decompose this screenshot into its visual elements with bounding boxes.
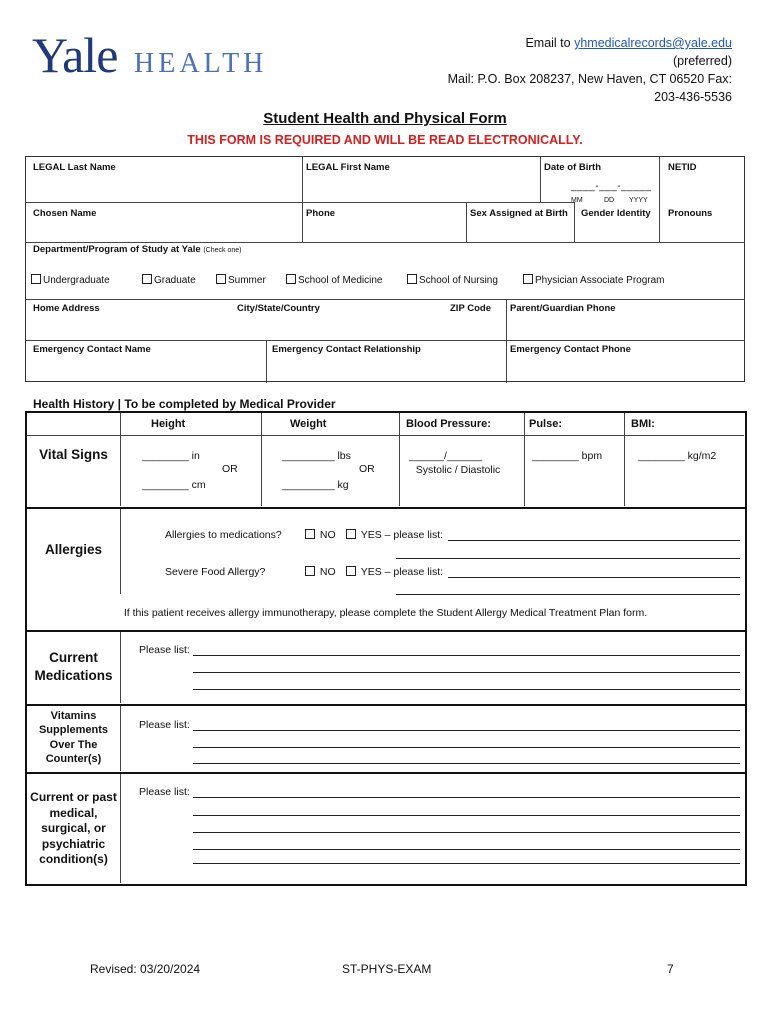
checkbox-icon	[346, 566, 356, 576]
height-inches-input[interactable]: ________ in	[142, 450, 200, 462]
yale-logo-wordmark: Yale	[32, 27, 118, 83]
food-allergy-line-2[interactable]	[396, 594, 740, 595]
medications-label: Current Medications	[34, 650, 113, 683]
city-label: City/State/Country	[237, 303, 320, 314]
checkbox-icon	[286, 274, 296, 284]
dob-dd: DD	[604, 197, 615, 204]
food-allergy-line-1[interactable]	[448, 577, 740, 578]
conditions-please-list: Please list:	[139, 786, 190, 798]
checkbox-icon	[142, 274, 152, 284]
vitamins-section	[25, 706, 747, 774]
legal-last-name-label: LEGAL Last Name	[33, 162, 116, 173]
checkbox-icon	[346, 529, 356, 539]
guardian-phone-label: Parent/Guardian Phone	[510, 303, 616, 314]
checkbox-icon	[31, 274, 41, 284]
revised-date: Revised: 03/20/2024	[90, 962, 201, 976]
checkbox-icon	[305, 529, 315, 539]
vital-signs-label: Vital Signs	[39, 447, 108, 462]
conditions-line-5[interactable]	[193, 863, 740, 864]
email-prefix: Email to	[525, 36, 575, 50]
netid-field[interactable]	[660, 157, 745, 202]
form-title: Student Health and Physical Form	[263, 110, 507, 127]
program-graduate[interactable]: Graduate	[142, 274, 196, 286]
program-nursing[interactable]: School of Nursing	[407, 274, 498, 286]
health-logo-wordmark: HEALTH	[134, 48, 268, 79]
weight-or: OR	[359, 463, 375, 475]
department-label	[33, 245, 241, 255]
email-link[interactable]: yhmedicalrecords@yale.edu	[574, 36, 732, 50]
legal-first-name-label: LEGAL First Name	[306, 162, 390, 173]
legal-first-name-field[interactable]	[303, 157, 540, 202]
med-allergy-yes[interactable]: YES – please list:	[346, 529, 443, 541]
med-allergy-line-1[interactable]	[448, 540, 740, 541]
food-allergy-no[interactable]: NO	[305, 566, 336, 578]
vitamins-label: Vitamins Supplements Over The Counter(s)	[38, 710, 109, 765]
medications-line-2[interactable]	[193, 672, 740, 673]
emergency-phone-label: Emergency Contact Phone	[510, 344, 631, 355]
legal-last-name-field[interactable]	[26, 157, 302, 202]
dob-label: Date of Birth	[544, 162, 601, 173]
vitamins-line-1[interactable]	[193, 730, 740, 731]
dob-yyyy: YYYY	[629, 197, 648, 204]
conditions-section	[25, 774, 747, 886]
emergency-relationship-label: Emergency Contact Relationship	[272, 344, 421, 355]
health-history-heading: Health History | To be completed by Medical Provider	[33, 397, 336, 411]
emergency-name-label: Emergency Contact Name	[33, 344, 151, 355]
vitamins-line-3[interactable]	[193, 763, 740, 764]
immunotherapy-note: If this patient receives allergy immunotherapy, please complete the Student Allergy Medical Treatment Plan form.	[123, 607, 648, 619]
pulse-label: Pulse:	[529, 418, 563, 430]
bmi-input[interactable]: ________ kg/m2	[638, 450, 717, 462]
vitamins-line-2[interactable]	[193, 747, 740, 748]
medications-line-1[interactable]	[193, 655, 740, 656]
page-number: 7	[667, 962, 674, 976]
med-allergy-no[interactable]: NO	[305, 529, 336, 541]
height-cm-input[interactable]: ________ cm	[142, 479, 206, 491]
allergies-section	[25, 509, 747, 630]
gender-identity-label: Gender Identity	[581, 208, 651, 219]
department-label-text: Department/Program of Study at Yale	[33, 244, 201, 255]
program-medicine[interactable]: School of Medicine	[286, 274, 383, 286]
phone-field[interactable]	[303, 203, 466, 242]
contact-block	[352, 34, 732, 106]
weight-kg-input[interactable]: _________ kg	[282, 479, 349, 491]
allergies-label: Allergies	[44, 542, 103, 557]
program-undergraduate[interactable]: Undergraduate	[31, 274, 110, 286]
checkbox-icon	[523, 274, 533, 284]
pronouns-label: Pronouns	[668, 208, 713, 219]
program-summer[interactable]: Summer	[216, 274, 266, 286]
zip-label: ZIP Code	[450, 303, 491, 314]
bmi-label: BMI:	[631, 418, 655, 430]
department-hint: (Check one)	[203, 247, 242, 254]
bp-input[interactable]: ______/______	[409, 450, 482, 462]
medications-please-list: Please list:	[139, 644, 190, 656]
height-label: Height	[151, 418, 186, 430]
food-allergy-yes[interactable]: YES – please list:	[346, 566, 443, 578]
dob-mm: MM	[571, 197, 583, 204]
weight-lbs-input[interactable]: _________ lbs	[282, 450, 351, 462]
conditions-label: Current or past medical, surgical, or psychiatric condition(s)	[30, 790, 117, 867]
food-allergy-question: Severe Food Allergy?	[165, 566, 266, 578]
conditions-line-4[interactable]	[193, 849, 740, 850]
medications-line-3[interactable]	[193, 689, 740, 690]
checkbox-icon	[407, 274, 417, 284]
med-allergy-line-2[interactable]	[396, 558, 740, 559]
program-physician-associate[interactable]: Physician Associate Program	[523, 274, 665, 286]
mail-line: Mail: P.O. Box 208237, New Haven, CT 06520 Fax:	[447, 72, 732, 86]
conditions-line-3[interactable]	[193, 832, 740, 833]
home-address-label: Home Address	[33, 303, 100, 314]
form-notice: THIS FORM IS REQUIRED AND WILL BE READ ELECTRONICALLY.	[187, 133, 583, 147]
student-info-grid	[25, 156, 745, 382]
pulse-input[interactable]: ________ bpm	[532, 450, 603, 462]
sex-at-birth-label: Sex Assigned at Birth	[470, 208, 568, 219]
preferred-note: (preferred)	[672, 54, 732, 68]
height-or: OR	[222, 463, 238, 475]
phone-label: Phone	[306, 208, 336, 219]
med-allergy-question: Allergies to medications?	[165, 529, 282, 541]
dob-input[interactable]: ____-___-_____	[571, 181, 652, 192]
checkbox-icon	[305, 566, 315, 576]
chosen-name-label: Chosen Name	[33, 208, 97, 219]
bp-caption: Systolic / Diastolic	[415, 464, 501, 476]
vitamins-please-list: Please list:	[139, 719, 190, 731]
bp-label: Blood Pressure:	[406, 418, 491, 430]
checkbox-icon	[216, 274, 226, 284]
weight-label: Weight	[290, 418, 327, 430]
netid-label: NETID	[668, 162, 697, 173]
medications-section	[25, 630, 747, 706]
vital-signs-section	[25, 411, 747, 509]
conditions-line-1[interactable]	[193, 797, 740, 798]
conditions-line-2[interactable]	[193, 815, 740, 816]
chosen-name-field[interactable]	[26, 203, 302, 242]
form-code: ST-PHYS-EXAM	[342, 962, 432, 976]
fax-number: 203-436-5536	[654, 90, 732, 104]
